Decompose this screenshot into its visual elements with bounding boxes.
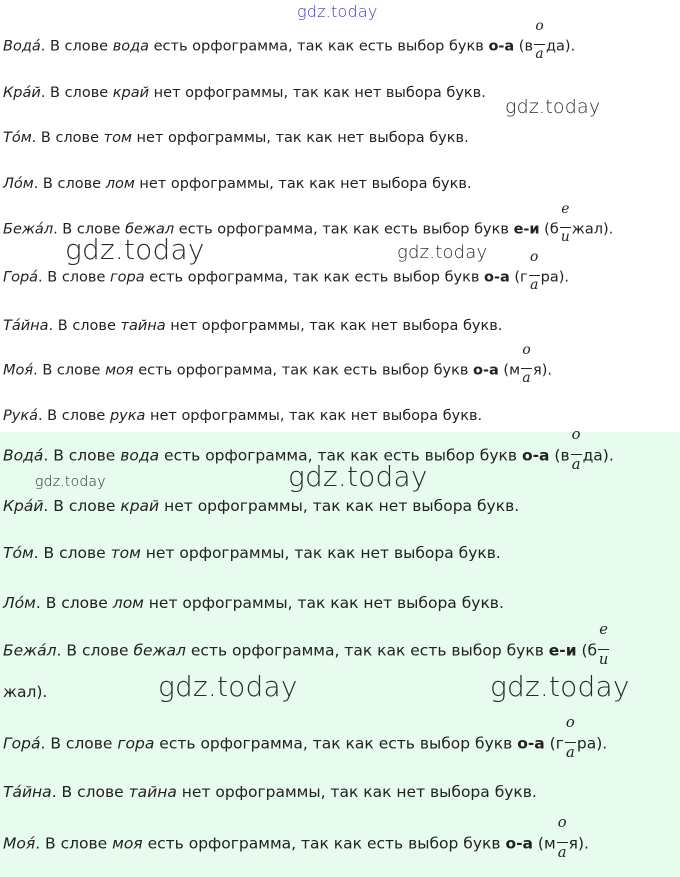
letter-choice: о-а: [521, 446, 550, 465]
letter-option-bottom: и: [560, 228, 570, 245]
letter-alternatives: [556, 814, 569, 861]
word-mention: том: [110, 544, 141, 562]
line-text: жал).: [571, 221, 614, 238]
stressed-word: Вода́: [3, 38, 41, 55]
word-mention: тайна: [128, 783, 177, 801]
letter-option-top: е: [561, 201, 570, 218]
letter-alternatives: [528, 249, 541, 293]
letter-choice: о-а: [517, 734, 545, 753]
line-text: я).: [533, 362, 553, 379]
stressed-word: Кра́й: [3, 85, 41, 101]
line-text: ра).: [540, 269, 570, 286]
answer-line: [3, 128, 469, 148]
answer-line: [3, 496, 519, 516]
line-text: (м: [533, 834, 556, 853]
word-mention: бежал: [125, 221, 175, 238]
line-text: . В слове: [51, 783, 129, 801]
line-text: ра).: [576, 734, 608, 753]
letter-option-bottom: а: [565, 743, 575, 761]
stressed-word: То́м: [3, 130, 32, 146]
stressed-word: То́м: [3, 544, 34, 562]
line-text: . В слове: [33, 544, 111, 562]
answer-line: [3, 593, 504, 613]
fraction-bar: [529, 275, 540, 276]
fraction-bar: [560, 227, 571, 228]
word-mention: моя: [105, 362, 134, 379]
letter-alternatives: [597, 621, 610, 668]
answer-line: [3, 316, 502, 336]
answer-line: [3, 18, 576, 62]
letter-choice: о-а: [488, 38, 515, 55]
stressed-word: Ло́м: [3, 594, 36, 612]
stressed-word: Вода́: [3, 446, 44, 465]
answer-block-highlighted: [0, 426, 680, 877]
letter-option-bottom: а: [535, 45, 544, 62]
fraction-bar: [557, 842, 568, 843]
letter-alternatives: [533, 18, 546, 62]
letter-option-bottom: а: [571, 455, 581, 473]
letter-choice: о-а: [473, 362, 499, 379]
line-text: есть орфограмма, так как есть выбор букв: [142, 834, 506, 853]
letter-alternatives: [564, 714, 577, 761]
line-text: есть орфограмма, так как есть выбор букв: [174, 221, 514, 238]
line-text: есть орфограмма, так как есть выбор букв: [133, 362, 474, 379]
line-text: . В слове: [40, 85, 113, 101]
line-text: нет орфограммы, так как нет выбора букв.: [140, 544, 501, 562]
word-mention: лом: [112, 594, 144, 612]
watermark: gdz.today: [158, 670, 298, 703]
line-text: нет орфограммы, так как нет выбора букв.: [143, 594, 504, 612]
letter-alternatives: [520, 342, 533, 386]
word-mention: край: [120, 497, 160, 515]
fraction-bar: [521, 368, 532, 369]
watermark: gdz.today: [397, 242, 488, 263]
answer-line: [3, 342, 553, 386]
line-text: жал).: [3, 683, 48, 701]
answer-line: [3, 682, 47, 702]
line-text: нет орфограммы, так как нет выбора букв.: [176, 783, 537, 801]
line-text: я).: [568, 834, 589, 853]
line-text: есть орфограмма, так как есть выбор букв: [159, 446, 522, 465]
watermark: gdz.today: [297, 2, 378, 21]
line-text: есть орфограмма, так как есть выбор букв: [154, 734, 518, 753]
answer-line: [3, 621, 610, 668]
letter-choice: о-а: [505, 834, 533, 853]
line-text: да).: [546, 38, 576, 55]
letter-option-top: о: [522, 342, 531, 359]
watermark: gdz.today: [505, 96, 601, 118]
watermark: gdz.today: [65, 233, 205, 266]
letter-choice: е-и: [513, 221, 540, 238]
line-text: . В слове: [33, 362, 106, 379]
word-mention: гора: [117, 734, 155, 753]
letter-option-top: о: [571, 426, 581, 444]
line-text: да).: [582, 446, 614, 465]
letter-choice: е-и: [548, 641, 577, 660]
answer-line: [3, 406, 482, 426]
word-mention: рука: [109, 408, 146, 424]
answer-line: [3, 814, 589, 861]
letter-option-bottom: и: [598, 650, 609, 668]
letter-option-top: е: [599, 621, 608, 639]
line-text: . В слове: [40, 38, 113, 55]
line-text: (в: [514, 38, 534, 55]
stressed-word: Бежа́л: [3, 221, 54, 238]
letter-option-top: о: [565, 714, 575, 732]
stressed-word: Гора́: [3, 734, 41, 753]
watermark: gdz.today: [35, 474, 106, 490]
letter-choice: о-а: [484, 269, 510, 286]
word-mention: вода: [112, 38, 150, 55]
letter-option-top: о: [530, 249, 539, 266]
word-mention: тайна: [120, 318, 166, 334]
word-mention: гора: [110, 269, 145, 286]
word-mention: моя: [112, 834, 143, 853]
line-text: нет орфограммы, так как нет выбора букв.: [145, 408, 483, 424]
line-text: есть орфограмма, так как есть выбор букв: [149, 38, 489, 55]
line-text: . В слове: [35, 594, 113, 612]
stressed-word: Рука́: [3, 408, 38, 424]
letter-option-bottom: а: [530, 276, 539, 293]
word-mention: бежал: [133, 641, 186, 660]
fraction-bar: [571, 454, 582, 455]
watermark: gdz.today: [288, 460, 428, 493]
fraction-bar: [534, 44, 545, 45]
line-text: (м: [498, 362, 521, 379]
line-text: . В слове: [53, 221, 126, 238]
fraction-bar: [565, 742, 576, 743]
line-text: нет орфограммы, так как нет выбора букв.: [149, 85, 486, 101]
line-text: (г: [509, 269, 528, 286]
answer-line: [3, 714, 608, 761]
answer-line: [3, 174, 472, 194]
answer-block-plain: [0, 0, 680, 432]
stressed-word: Кра́й: [3, 497, 44, 515]
line-text: есть орфограмма, так как есть выбор букв: [185, 641, 549, 660]
stressed-word: Гора́: [3, 269, 39, 286]
word-mention: вода: [120, 446, 160, 465]
line-text: (б: [576, 641, 598, 660]
line-text: . В слове: [48, 318, 121, 334]
stressed-word: Бежа́л: [3, 641, 57, 660]
line-text: . В слове: [35, 834, 113, 853]
line-text: . В слове: [31, 130, 104, 146]
line-text: . В слове: [40, 734, 118, 753]
stressed-word: Та́йна: [3, 783, 52, 801]
line-text: нет орфограммы, так как нет выбора букв.: [159, 497, 520, 515]
letter-alternatives: [559, 201, 572, 245]
letter-option-top: о: [535, 18, 544, 35]
watermark: gdz.today: [490, 670, 630, 703]
letter-option-top: о: [557, 814, 567, 832]
line-text: есть орфограмма, так как есть выбор букв: [144, 269, 485, 286]
line-text: . В слове: [43, 446, 121, 465]
answer-line: [3, 782, 537, 802]
line-text: . В слове: [43, 497, 121, 515]
letter-option-bottom: а: [522, 369, 531, 386]
line-text: нет орфограммы, так как нет выбора букв.: [134, 176, 472, 192]
line-text: . В слове: [37, 408, 110, 424]
line-text: (г: [544, 734, 564, 753]
answer-line: [3, 543, 501, 563]
letter-alternatives: [570, 426, 583, 473]
line-text: (в: [549, 446, 570, 465]
fraction-bar: [598, 649, 609, 650]
answer-line: [3, 83, 486, 103]
word-mention: лом: [105, 176, 135, 192]
stressed-word: Ло́м: [3, 176, 34, 192]
line-text: . В слове: [38, 269, 111, 286]
stressed-word: Моя́: [3, 834, 36, 853]
line-text: нет орфограммы, так как нет выбора букв.: [165, 318, 503, 334]
line-text: . В слове: [56, 641, 134, 660]
line-text: . В слове: [33, 176, 106, 192]
letter-option-bottom: а: [557, 843, 567, 861]
stressed-word: Та́йна: [3, 318, 49, 334]
line-text: нет орфограммы, так как нет выбора букв.: [131, 130, 469, 146]
word-mention: край: [112, 85, 150, 101]
word-mention: том: [103, 130, 132, 146]
stressed-word: Моя́: [3, 362, 34, 379]
line-text: (б: [539, 221, 559, 238]
